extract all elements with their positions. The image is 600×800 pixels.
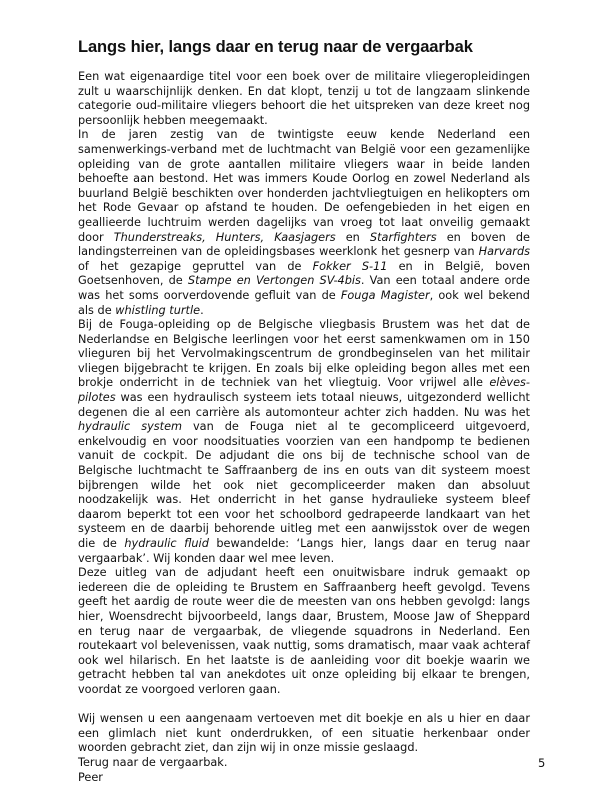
- italic-text: Fokker S-11: [312, 259, 388, 273]
- text-run: en: [335, 230, 370, 244]
- signature: Peer: [78, 770, 103, 784]
- body-text: [78, 70, 530, 785]
- italic-text: Starfighters: [369, 230, 437, 244]
- italic-text: Fouga Magister: [340, 288, 430, 302]
- italic-text: Thunderstreaks, Hunters, Kaasjagers: [113, 230, 336, 244]
- italic-text: whistling turtle: [115, 303, 201, 317]
- text-run: en boven de landingsterreinen van de opleidingsbases weerklonk het gesnerp van: [78, 230, 530, 259]
- text-run: In de jaren zestig van de twintigste eeuw kende Nederland een samenwerkings-verband met de luchtmacht van België voor een gezamenlijke opleiding van de grote aantallen militaire vliegers waar in beide landen behoefte aan bestond. Het was immers Koude Oorlog en zowel Nederland als buurland België beschikten over honderden jachtvliegtuigen en helikopters om het Rode Gevaar op afstand te houden. De oefengebieden in het eigen en geallieerde luchtruim werden dagelijks van vroeg tot laat onveilig gemaakt door: [78, 128, 530, 244]
- page-number: 5: [538, 756, 546, 770]
- closing-line: Terug naar de vergaarbak.: [78, 755, 228, 769]
- text-run: , ook wel bekend als de: [78, 288, 530, 317]
- page: [78, 38, 530, 785]
- italic-text: hydraulic system: [78, 420, 183, 434]
- text-run: Wij wensen u een aangenaam vertoeven met dit boekje en als u hier en daar een glimlach niet kunt onderdrukken, of een situatie herkenbaar onder woorden gebracht ziet, dan zijn wij in onze missie geslaagd.: [78, 712, 530, 755]
- text-run: was een hydraulisch systeem iets totaal nieuws, uitgezonderd wellicht degenen die al een carrière als automonteur achter zich hadden. Nu was het: [78, 391, 530, 419]
- italic-text: Harvards: [478, 245, 530, 259]
- text-run: en in België, boven Goetsenhoven, de: [78, 259, 531, 288]
- italic-text: hydraulic fluid: [124, 537, 209, 550]
- text-run: Een wat eigenaardige titel voor een boek over de militaire vliegeropleidingen zult u waarschijnlijk denken. En dat klopt, tenzij u tot de langzaam slinkende categorie oud-militaire vliegers behoort die het uitspreken van deze kreet nog persoonlijk hebben meegemaakt.: [78, 70, 530, 127]
- text-run: van de Fouga niet al te gecompliceerd uitgevoerd, enkelvoudig en voor noodsituaties voorzien van een handpomp te bedienen vanuit de cockpit. De adjudant die ons bij de technische school van de Belgische luchtmacht te Saffraanberg de ins en outs van dit systeem moest bijbrengen wilde het ook niet gecompliceerder maken dan absoluut noodzakelijk was. Het onderricht in het ganse hydraulieke systeem bleef daarom beperkt tot een voor het schoolbord gedrapeerde landkaart van het systeem en de daarbij behorende uitleg met een aanwijsstok over de wegen die de: [78, 420, 530, 550]
- paragraph-4: [78, 566, 530, 697]
- italic-text: Stampe en Vertongen SV-4bis: [187, 274, 361, 288]
- text-run: bewandelde: ‘Langs hier, langs daar en terug naar vergaarbak’. Wij konden daar wel mee leven.: [78, 537, 530, 565]
- paragraph-3: [78, 318, 530, 566]
- text-run: Deze uitleg van de adjudant heeft een onuitwisbare indruk gemaakt op iedereen die de opleiding te Brustem en Saffraanberg heeft gevolgd. Tevens geeft het aardig de route weer die de meesten van ons hebben gevolgd: langs hier, Woensdrecht bijvoorbeeld, langs daar, Brustem, Moose Jaw of Sheppard en terug naar de vergaarbak, de vliegende squadrons in Nederland. Een routekaart vol belevenissen, vaak nuttig, soms dramatisch, maar vaak achteraf ook wel hilarisch. En het laatste is de aanleiding voor dit boekje waarin we getracht hebben tal van anekdotes uit onze opleiding bij elkaar te brengen, voordat ze voorgoed verloren gaan.: [78, 566, 530, 696]
- text-run: of het gezapige gepruttel van de: [78, 259, 313, 273]
- text-run: Bij de Fouga-opleiding op de Belgische vliegbasis Brustem was het dat de Nederlandse en Belgische leerlingen voor het eerst samenkwamen om in 150 vlieguren bij het Vervolmakingscentrum de grondbeginselen van het militair vliegen bijgebracht te krijgen. En zoals bij elke opleiding begon alles met een brokje onderricht in de techniek van het vliegtuig. Voor vrijwel alle: [78, 318, 530, 390]
- italic-text: elèves-pilotes: [78, 376, 530, 405]
- text-run: . Van een totaal andere orde was het soms oorverdovende gefluit van de: [78, 274, 530, 302]
- page-title: Langs hier, langs daar en terug naar de vergaarbak: [78, 38, 473, 56]
- paragraph-2: [78, 128, 530, 318]
- paragraph-1: [78, 70, 530, 128]
- text-run: .: [200, 303, 204, 317]
- paragraph-5: [78, 712, 530, 756]
